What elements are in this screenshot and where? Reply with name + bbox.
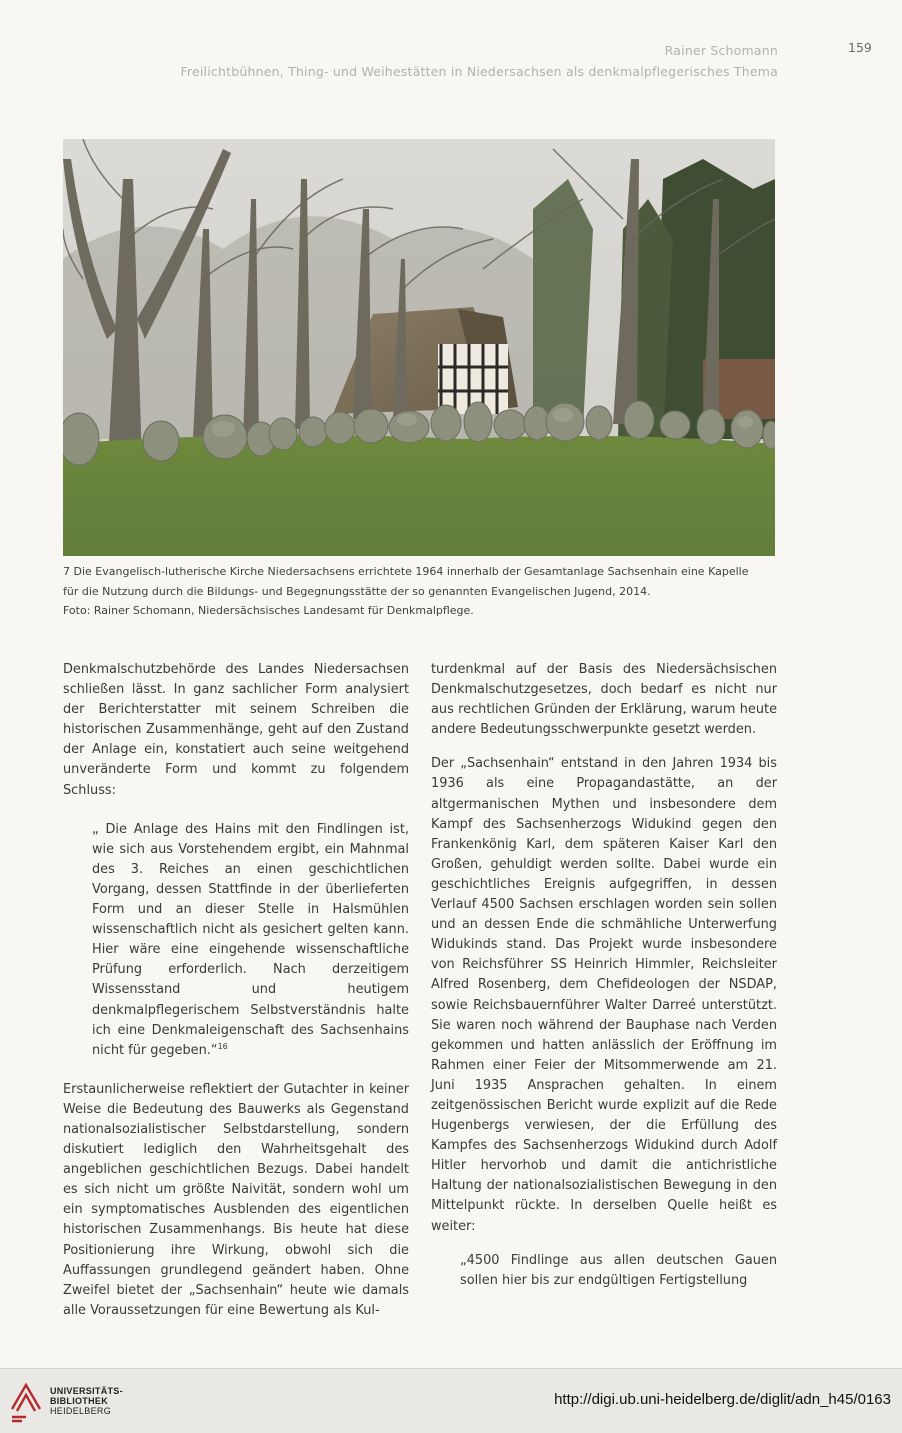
quote-text: „ Die Anlage des Hains mit den Findlingen ist, wie sich aus Vorstehendem ergibt, ein Mahnmal des 3. Reiches an einen geschichtlichen Vorgang, dessen Stattfinde in der überlieferten Form und an dieser Stelle in Halsmühlen wissenschaftlich nicht als gesichert gelten kann. Hier wäre eine eingehende wissenschaftliche Prüfung erforderlich. Nach derzeitigem Wissensstand und heutigem denkmalpflegerischem Selbstverständnis halte ich eine Denkmaleigenschaft des Sachsenhains nicht für gegeben.“ (92, 821, 409, 1058)
running-head (180, 40, 778, 82)
figure-photo (63, 139, 775, 556)
logo-line: UNIVERSITÄTS- (50, 1386, 123, 1396)
caption-line: für die Nutzung durch die Bildungs- und Begegnungsstätte der so genannten Evangelischen Jugend, 2014. (63, 584, 651, 598)
footnote-ref: 16 (217, 1041, 228, 1051)
viewer-footer (0, 1368, 902, 1433)
library-logo-icon[interactable] (8, 1379, 44, 1423)
paragraph: turdenkmal auf der Basis des Niedersächsischen Denkmalschutzgesetzes, doch bedarf es nicht nur aus rechtlichen Gründen der Erklärung, warum heute andere Bedeutungsschwerpunkte gesetzt werden. (431, 662, 777, 738)
sachsenhain-photo (63, 139, 775, 556)
caption-credit: Foto: Rainer Schomann, Niedersächsisches Landesamt für Denkmalpflege. (63, 604, 474, 617)
header-title: Freilichtbühnen, Thing- und Weihestätten in Niedersachsen als denkmalpflegerisches Thema (180, 64, 778, 79)
paragraph: Denkmalschutzbehörde des Landes Niedersachsen schließen lässt. In ganz sachlicher Form analysiert der Berichterstatter mit seinem Schreiben die historischen Zusammenhänge, geht auf den Zustand der Anlage ein, konstatiert auch seine weitgehend unveränderte Form und kommt zu folgendem Schluss: (63, 662, 409, 798)
right-column (431, 660, 777, 1291)
block-quote (92, 820, 409, 1061)
logo-line: BIBLIOTHEK (50, 1396, 108, 1406)
block-quote: „4500 Findlinge aus allen deutschen Gauen sollen hier bis zur endgültigen Fertigstellung (460, 1252, 777, 1288)
logo-line: HEIDELBERG (50, 1406, 112, 1416)
source-url-link[interactable]: http://digi.ub.uni-heidelberg.de/diglit/adn_h45/0163 (554, 1391, 891, 1408)
paragraph: Erstaunlicherweise reflektiert der Gutachter in keiner Weise die Bedeutung des Bauwerks als Gegenstand nationalsozialistischer Selbstdarstellung, sondern diskutiert lediglich den Wahrheitsgehalt des angeblichen geschichtlichen Bezugs. Dabei handelt es sich nicht um größte Naivität, sondern wohl um ein symptomatisches Ausblenden des eigentlichen historischen Zusammenhangs. Bis heute hat diese Positionierung ihre Wirkung, obwohl sich die Auffassungen grundlegend geändert haben. Ohne Zweifel bietet der „Sachsenhain“ heute wie damals alle Voraussetzungen für eine Bewertung als Kul- (63, 1081, 409, 1318)
left-column (63, 660, 409, 1321)
paragraph: Der „Sachsenhain“ entstand in den Jahren 1934 bis 1936 als eine Propagandastätte, an der altgermanischen Mythen und insbesondere dem Kampf des Sachsenherzogs Widukind gegen den Frankenkönig Karl, dem späteren Kaiser Karl den Großen, gehuldigt werden sollte. Dabei wurde ein geschichtliches Ereignis aufgegriffen, in dessen Verlauf 4500 Sachsen erschlagen worden sein sollen und an dessen Ende die schmähliche Unterwerfung Widukinds stand. Das Projekt wurde insbesondere von Reichsführer SS Heinrich Himmler, Reichsleiter Alfred Rosenberg, dem Chefideologen der NSDAP, sowie Reichsbauernführer Walter Darreé unterstützt. Sie waren noch während der Bauphase nach Verden gekommen und hatten anlässlich der Eröffnung im Rahmen einer Feier der Mitsommerwende am 21. Juni 1935 Ansprachen gehalten. In einem zeitgenössischen Bericht wurde explizit auf die Rede Hugenbergs verwiesen, der die Erfüllung des Kampfes des Sachsenherzogs Widukind durch Adolf Hitler hervorhob und damit die antichristliche Haltung der nationalsozialistischen Bewegung in den Mittelpunkt rückte. In derselben Quelle heißt es weiter: (431, 756, 777, 1234)
library-logo-text (50, 1386, 123, 1416)
page-number: 159 (848, 40, 872, 55)
figure-caption (63, 562, 775, 621)
header-author: Rainer Schomann (664, 43, 778, 58)
caption-line: 7 Die Evangelisch-lutherische Kirche Niedersachsens errichtete 1964 innerhalb der Gesamtanlage Sachsenhain eine Kapelle (63, 565, 749, 578)
